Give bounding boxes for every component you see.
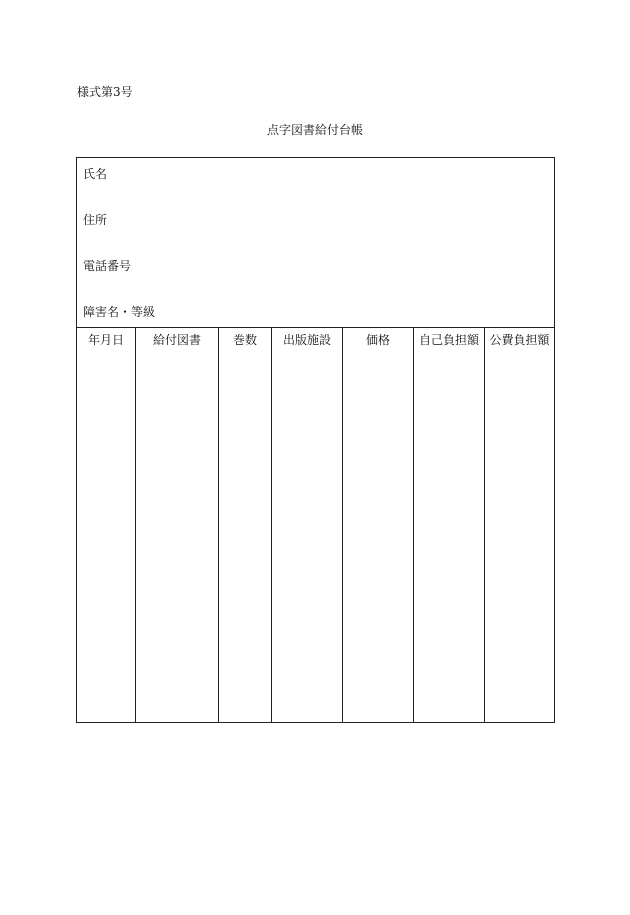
form-number: 様式第3号 bbox=[77, 85, 133, 99]
address-field-label: 住所 bbox=[83, 213, 108, 227]
ledger-column-price bbox=[343, 328, 414, 722]
ledger-table bbox=[77, 328, 554, 722]
phone-field-label: 電話番号 bbox=[83, 259, 132, 273]
ledger-column-date bbox=[77, 328, 136, 722]
name-field-label: 氏名 bbox=[83, 167, 108, 181]
column-header-book: 給付図書 bbox=[152, 333, 201, 347]
disability-field-label: 障害名・等級 bbox=[83, 305, 156, 319]
column-header-publisher: 出版施設 bbox=[282, 333, 331, 347]
ledger-column-self-pay bbox=[414, 328, 485, 722]
applicant-section bbox=[77, 158, 554, 328]
column-header-public-pay: 公費負担額 bbox=[489, 333, 550, 347]
ledger-column-public-pay bbox=[485, 328, 554, 722]
column-header-self-pay: 自己負担額 bbox=[418, 333, 479, 347]
ledger-column-book bbox=[136, 328, 219, 722]
ledger-column-publisher bbox=[272, 328, 343, 722]
column-header-date: 年月日 bbox=[87, 333, 124, 347]
column-header-price: 価格 bbox=[365, 333, 390, 347]
ledger-column-volumes bbox=[219, 328, 272, 722]
form-box bbox=[76, 157, 555, 723]
form-title: 点字図書給付台帳 bbox=[266, 123, 363, 137]
column-header-volumes: 巻数 bbox=[232, 333, 257, 347]
